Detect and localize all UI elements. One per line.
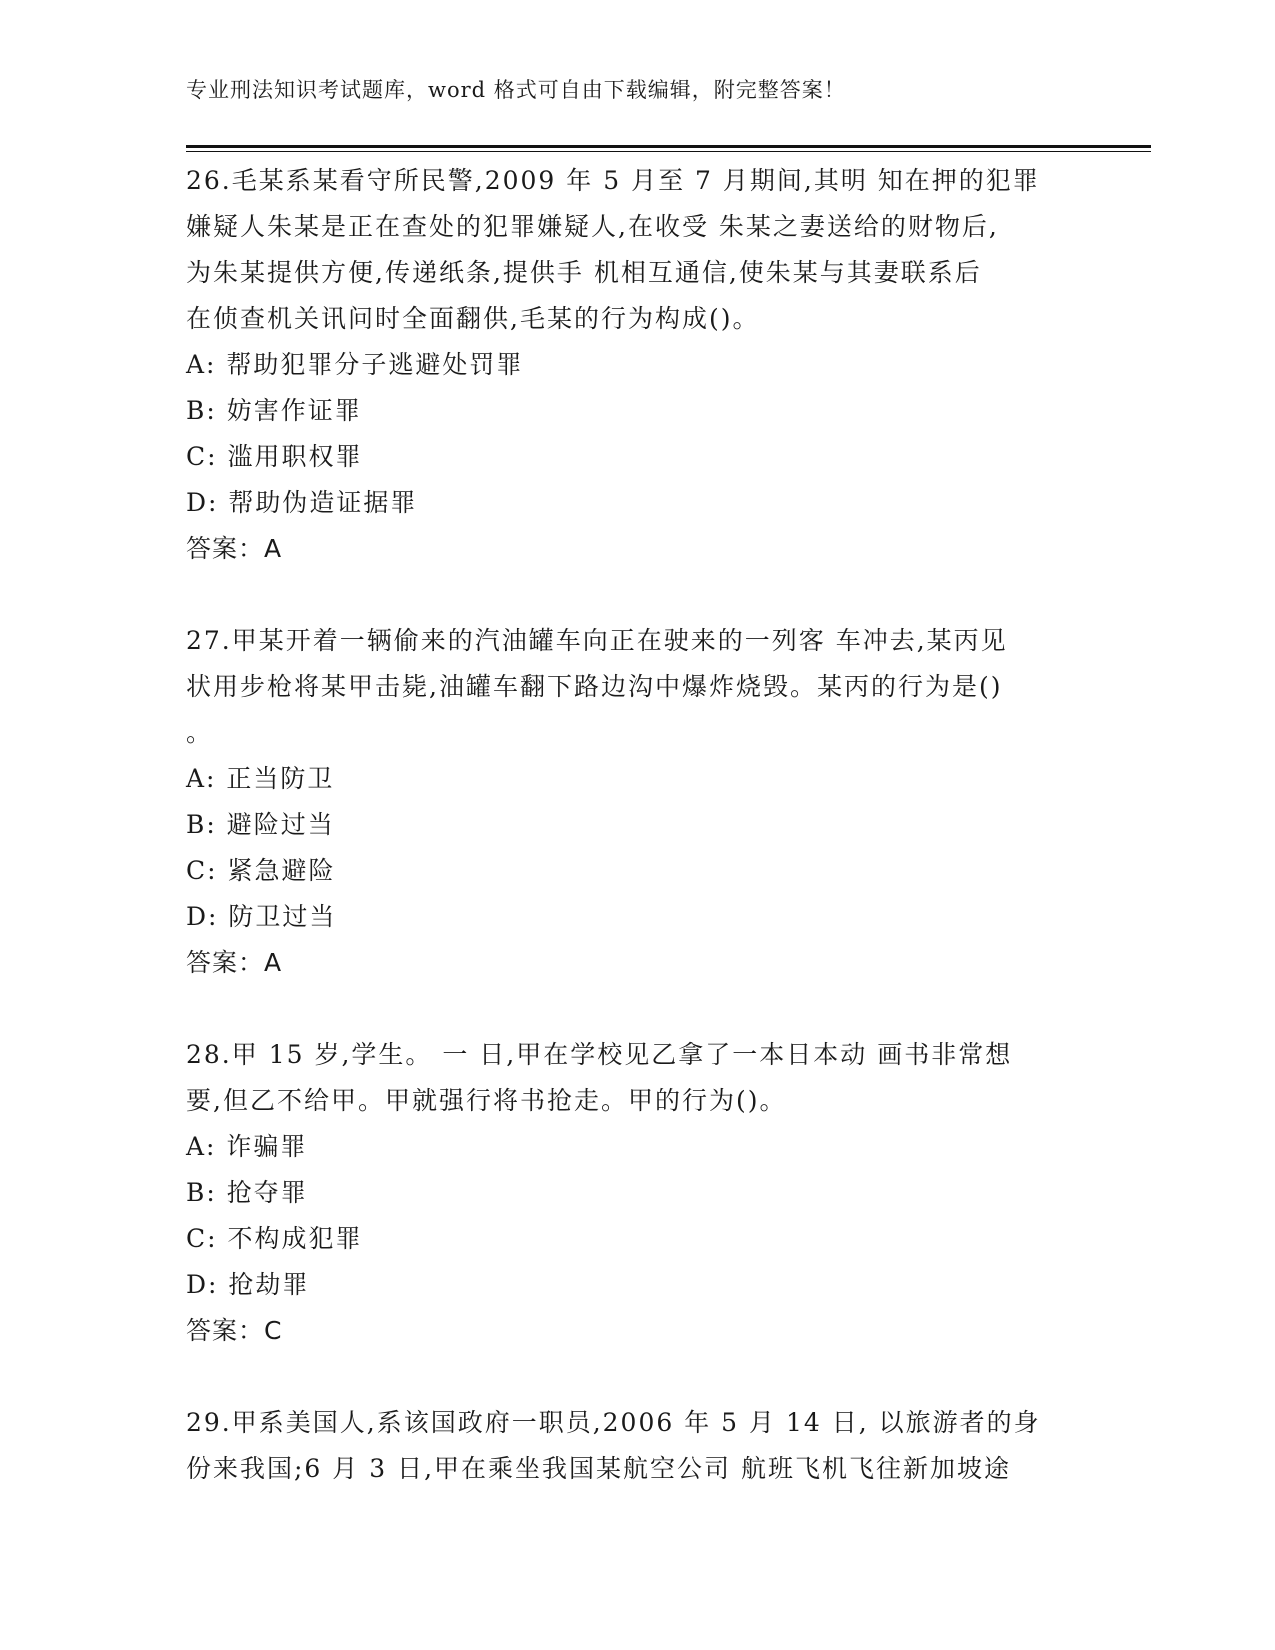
option-c: C: 滥用职权罪 xyxy=(186,442,363,471)
question-27 xyxy=(186,618,1076,986)
question-spacer xyxy=(186,1354,1076,1400)
option-b: B: 妨害作证罪 xyxy=(186,396,362,425)
option-d: D: 帮助伪造证据罪 xyxy=(186,488,418,517)
option-c: C: 紧急避险 xyxy=(186,856,336,885)
option-d: D: 防卫过当 xyxy=(186,902,337,931)
question-spacer xyxy=(186,572,1076,618)
option-b: B: 抢夺罪 xyxy=(186,1178,308,1207)
answer-line: 答案：A xyxy=(186,534,283,563)
answer-line: 答案：A xyxy=(186,948,283,977)
question-stem: 27.甲某开着一辆偷来的汽油罐车向正在驶来的一列客 车冲去,某丙见 状用步枪将某甲击毙,油罐车翻下路边沟中爆炸烧毁。某丙的行为是() 。 xyxy=(186,626,1008,747)
question-28 xyxy=(186,1032,1076,1354)
question-stem: 26.毛某系某看守所民警,2009 年 5 月至 7 月期间,其明 知在押的犯罪 嫌疑人朱某是正在查处的犯罪嫌疑人,在收受 朱某之妻送给的财物后, 为朱某提供方便,传递纸条,提供手 机相互通信,使朱某与其妻联系后 在侦查机关讯问时全面翻供,毛某的行为构成()。 xyxy=(186,166,1040,333)
option-c: C: 不构成犯罪 xyxy=(186,1224,363,1253)
option-d: D: 抢劫罪 xyxy=(186,1270,310,1299)
option-a: A: 诈骗罪 xyxy=(186,1132,308,1161)
question-26 xyxy=(186,158,1076,572)
question-spacer xyxy=(186,986,1076,1032)
option-a: A: 正当防卫 xyxy=(186,764,335,793)
question-stem: 28.甲 15 岁,学生。 一 日,甲在学校见乙拿了一本日本动 画书非常想 要,但乙不给甲。甲就强行将书抢走。甲的行为()。 xyxy=(186,1040,1013,1115)
question-list xyxy=(186,158,1076,1492)
option-b: B: 避险过当 xyxy=(186,810,335,839)
page-header: 专业刑法知识考试题库，word 格式可自由下载编辑，附完整答案！ xyxy=(186,78,846,102)
question-29 xyxy=(186,1400,1076,1492)
header-divider xyxy=(186,145,1151,148)
question-stem: 29.甲系美国人,系该国政府一职员,2006 年 5 月 14 日, 以旅游者的身 份来我国;6 月 3 日,甲在乘坐我国某航空公司 航班飞机飞往新加坡途 xyxy=(186,1408,1041,1483)
option-a: A: 帮助犯罪分子逃避处罚罪 xyxy=(186,350,524,379)
answer-line: 答案：C xyxy=(186,1316,283,1345)
